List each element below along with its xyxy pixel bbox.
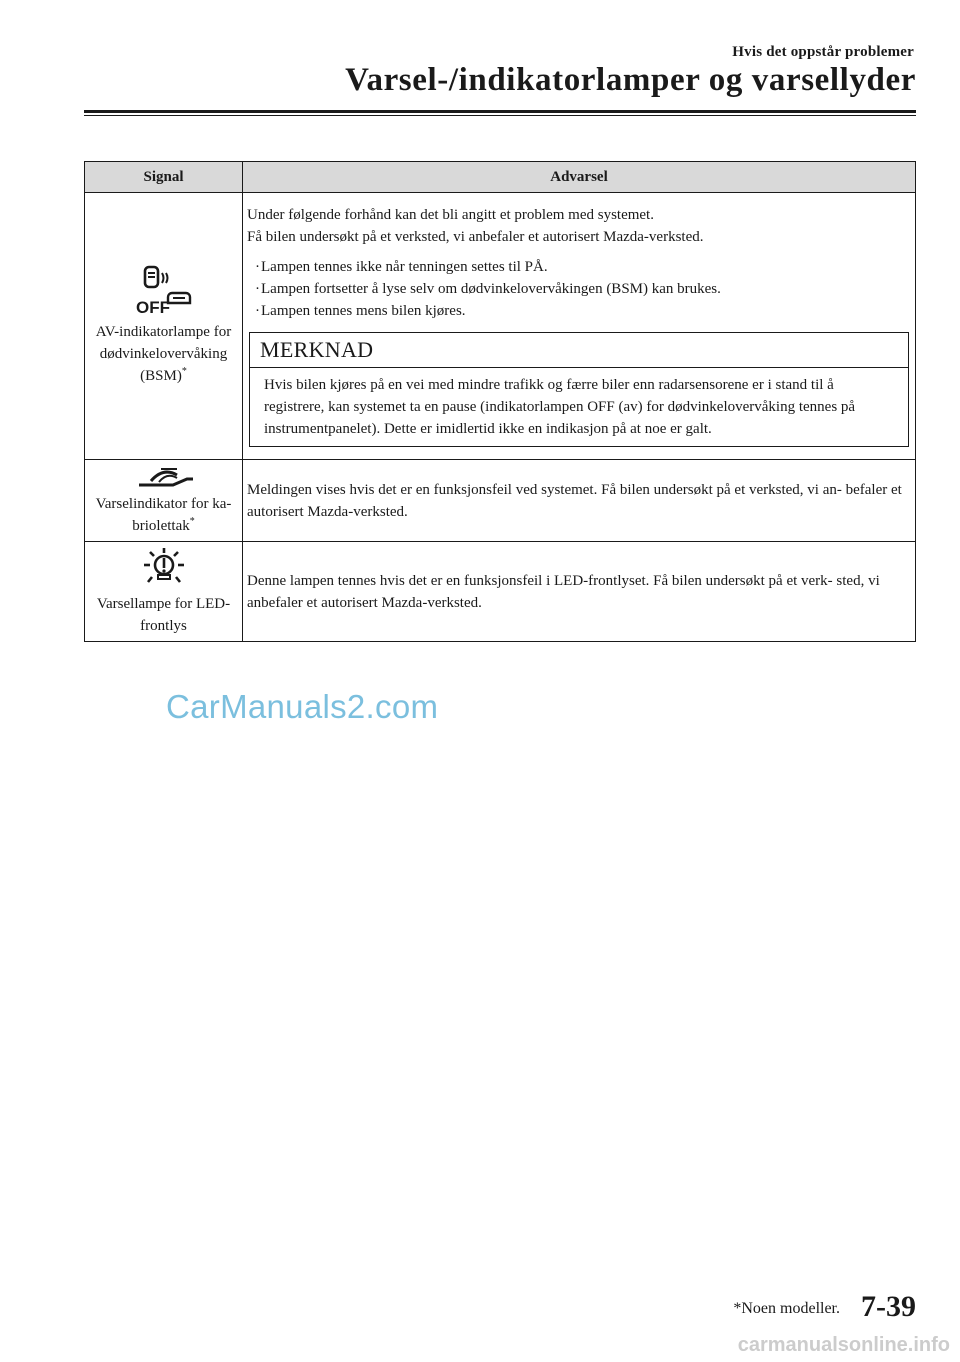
condition-list	[255, 256, 911, 322]
list-item-text: Lampen tennes mens bilen kjøres.	[261, 302, 466, 319]
blind-spot-off-icon	[134, 265, 194, 315]
table-row	[85, 542, 916, 642]
table-header-row	[85, 162, 916, 193]
led-headlight-icon	[142, 547, 186, 587]
signal-cell	[85, 193, 243, 460]
footnote-mark: *	[189, 515, 195, 527]
warning-cell	[243, 542, 916, 642]
bullet-mark: ·	[255, 258, 260, 275]
signal-table	[84, 161, 916, 642]
note-title: MERKNAD	[250, 333, 908, 368]
footnote: *Noen modeller.	[733, 1300, 840, 1317]
warning-text: Meldingen vises hvis det er en funksjonsfeil ved systemet. Få bilen undersøkt på et verksted, vi an- befaler et autorisert Mazda-verksted.	[247, 481, 902, 520]
warning-cell	[243, 460, 916, 542]
warning-cell	[243, 193, 916, 460]
note-box	[249, 332, 909, 447]
svg-text:OFF: OFF	[135, 298, 170, 315]
warning-intro-line: Under følgende forhånd kan det bli angitt et problem med systemet.	[247, 206, 654, 223]
note-text: Hvis bilen kjøres på en vei med mindre trafikk og færre biler enn radarsensorene er i stand til å registrere, kan systemet ta en pause (indikatorlampen OFF (av) for dødvinkelovervåking tennes på instrumentpanelet). Dette er imidlertid ikke en indikasjon på at noe er galt.	[264, 376, 856, 437]
warning-text: Denne lampen tennes hvis det er en funksjonsfeil i LED-frontlyset. Få bilen undersøkt på et verk- sted, vi anbefaler et autorisert Mazda-verksted.	[247, 572, 880, 611]
page-number: 7-39	[861, 1290, 916, 1323]
column-header-advarsel: Advarsel	[243, 162, 916, 193]
title-rule	[84, 110, 916, 113]
table-row	[85, 193, 916, 460]
table-row	[85, 460, 916, 542]
section-label: Hvis det oppstår problemer	[732, 44, 914, 60]
footer-watermark: carmanualsonline.info	[737, 1334, 950, 1356]
list-item-text: Lampen fortsetter å lyse selv om dødvinkelovervåkingen (BSM) kan brukes.	[261, 280, 721, 297]
warning-intro-line: Få bilen undersøkt på et verksted, vi anbefaler et autorisert Mazda-verksted.	[247, 228, 704, 245]
signal-cell	[85, 542, 243, 642]
list-item	[255, 300, 911, 322]
title-rule-thin	[84, 115, 916, 116]
column-header-signal: Signal	[85, 162, 243, 193]
signal-label: Varsellampe for LED-frontlys	[96, 595, 231, 634]
bullet-mark: ·	[255, 280, 260, 297]
list-item	[255, 256, 911, 278]
bullet-mark: ·	[255, 302, 260, 319]
signal-label: AV-indikatorlampe for dødvinkelovervåking (BSM)	[95, 324, 232, 384]
page-title: Varsel-/indikatorlamper og varsellyder	[345, 62, 916, 98]
signal-cell	[85, 460, 243, 542]
footnote-mark: *	[181, 366, 187, 377]
list-item	[255, 278, 911, 300]
convertible-roof-icon	[133, 465, 195, 489]
list-item-text: Lampen tennes ikke når tenningen settes til PÅ.	[261, 258, 548, 275]
signal-label: Varselindikator for ka- briolettak	[95, 495, 232, 534]
watermark: CarManuals2.com	[166, 688, 439, 725]
